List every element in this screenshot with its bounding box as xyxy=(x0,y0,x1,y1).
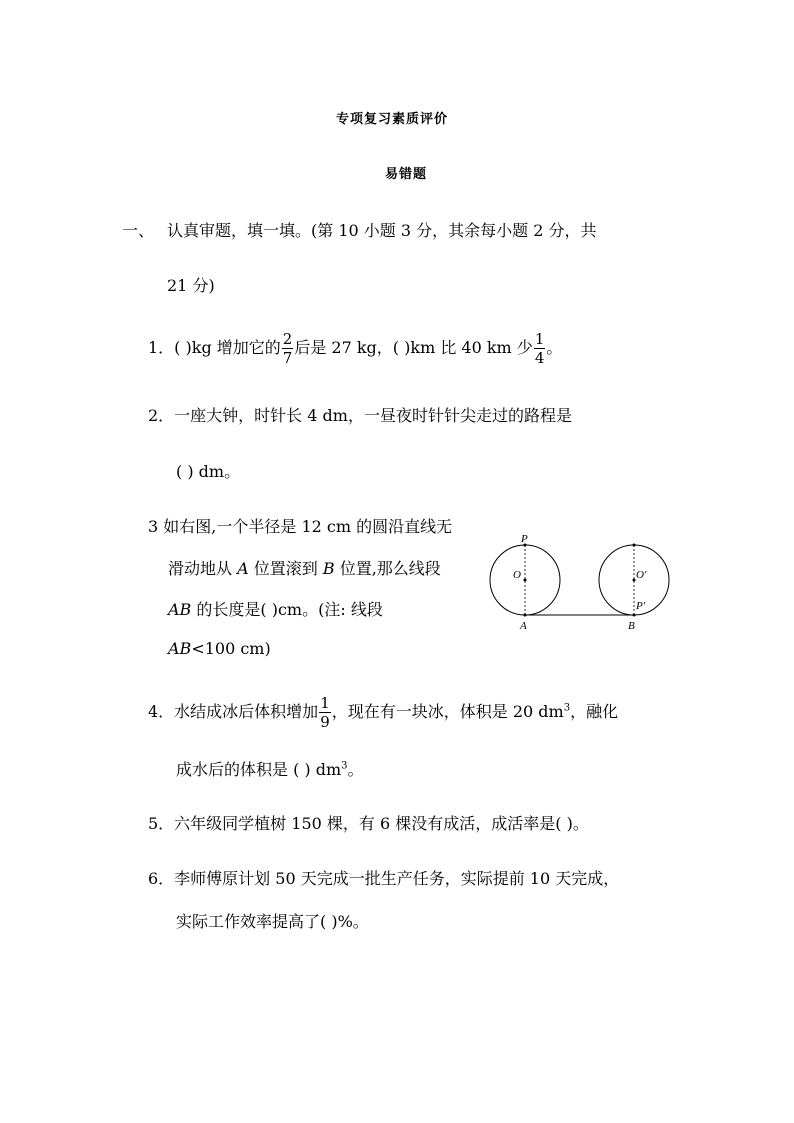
section-instruction: 认真审题，填一填。(第 10 小题 3 分，其余每小题 2 分，共 xyxy=(167,221,597,240)
point-b xyxy=(633,614,636,617)
point-o xyxy=(524,579,527,582)
question-4-line2: 成水后的体积是 ( ) $dm^3$。 xyxy=(176,760,364,779)
question-3-line3: AB 的长度是( )cm。(注: 线段 xyxy=(168,600,383,619)
question-6-line2: 实际工作效率提高了( )%。 xyxy=(176,912,369,931)
question-2-line2: ( ) dm。 xyxy=(176,462,241,481)
question-1 xyxy=(148,326,562,370)
rolling-circle-figure xyxy=(488,532,678,634)
label-b: B xyxy=(628,620,635,632)
q1-text-c: 。 xyxy=(546,338,563,357)
question-2-line1: 2．一座大钟，时针长 4 dm，一昼夜时针针尖走过的路程是 xyxy=(148,406,572,425)
q1-frac2-num: 1 xyxy=(534,329,545,348)
label-a: A xyxy=(520,620,527,632)
question-6-line1: 6．李师傅原计划 50 天完成一批生产任务，实际提前 10 天完成， xyxy=(148,869,620,888)
question-5: 5．六年级同学植树 150 棵，有 6 棵没有成活，成活率是( )。 xyxy=(148,814,589,833)
question-3-line2: 滑动地从 A 位置滚到 B 位置,那么线段 xyxy=(168,559,441,578)
page-title: 专项复习素质评价 xyxy=(336,112,449,127)
point-a xyxy=(524,614,527,617)
q1-text-b: 后是 27 kg，( )km 比 40 km 少 xyxy=(294,338,533,357)
label-p: P xyxy=(521,533,528,545)
label-p-prime: P′ xyxy=(636,600,646,612)
label-o-prime: O′ xyxy=(636,569,647,581)
q1-text-a: 1．( )kg 增加它的 xyxy=(148,338,281,357)
q1-frac1-den: 7 xyxy=(282,348,293,367)
point-top-end xyxy=(633,544,636,547)
q1-fraction-1 xyxy=(282,329,294,367)
question-3-line4: AB<100 cm) xyxy=(168,639,271,658)
q1-frac2-den: 4 xyxy=(534,348,545,367)
label-o: O xyxy=(513,569,521,581)
section-instruction-cont: 21 分) xyxy=(167,276,215,295)
q1-frac1-num: 2 xyxy=(282,329,293,348)
q4-fraction: $\frac{1}{9}$ xyxy=(320,693,330,731)
question-4-line1: 4．水结成冰后体积增加 $\frac{1}{9}$ ，现在有一块冰，体积是 20 $dm^3$，融化 xyxy=(148,693,619,731)
question-3-line1: 3 如右图,一个半径是 12 cm 的圆沿直线无 xyxy=(148,517,453,536)
q1-fraction-2 xyxy=(534,329,546,367)
page-subtitle: 易错题 xyxy=(385,167,428,182)
section-number: 一、 xyxy=(122,221,155,240)
